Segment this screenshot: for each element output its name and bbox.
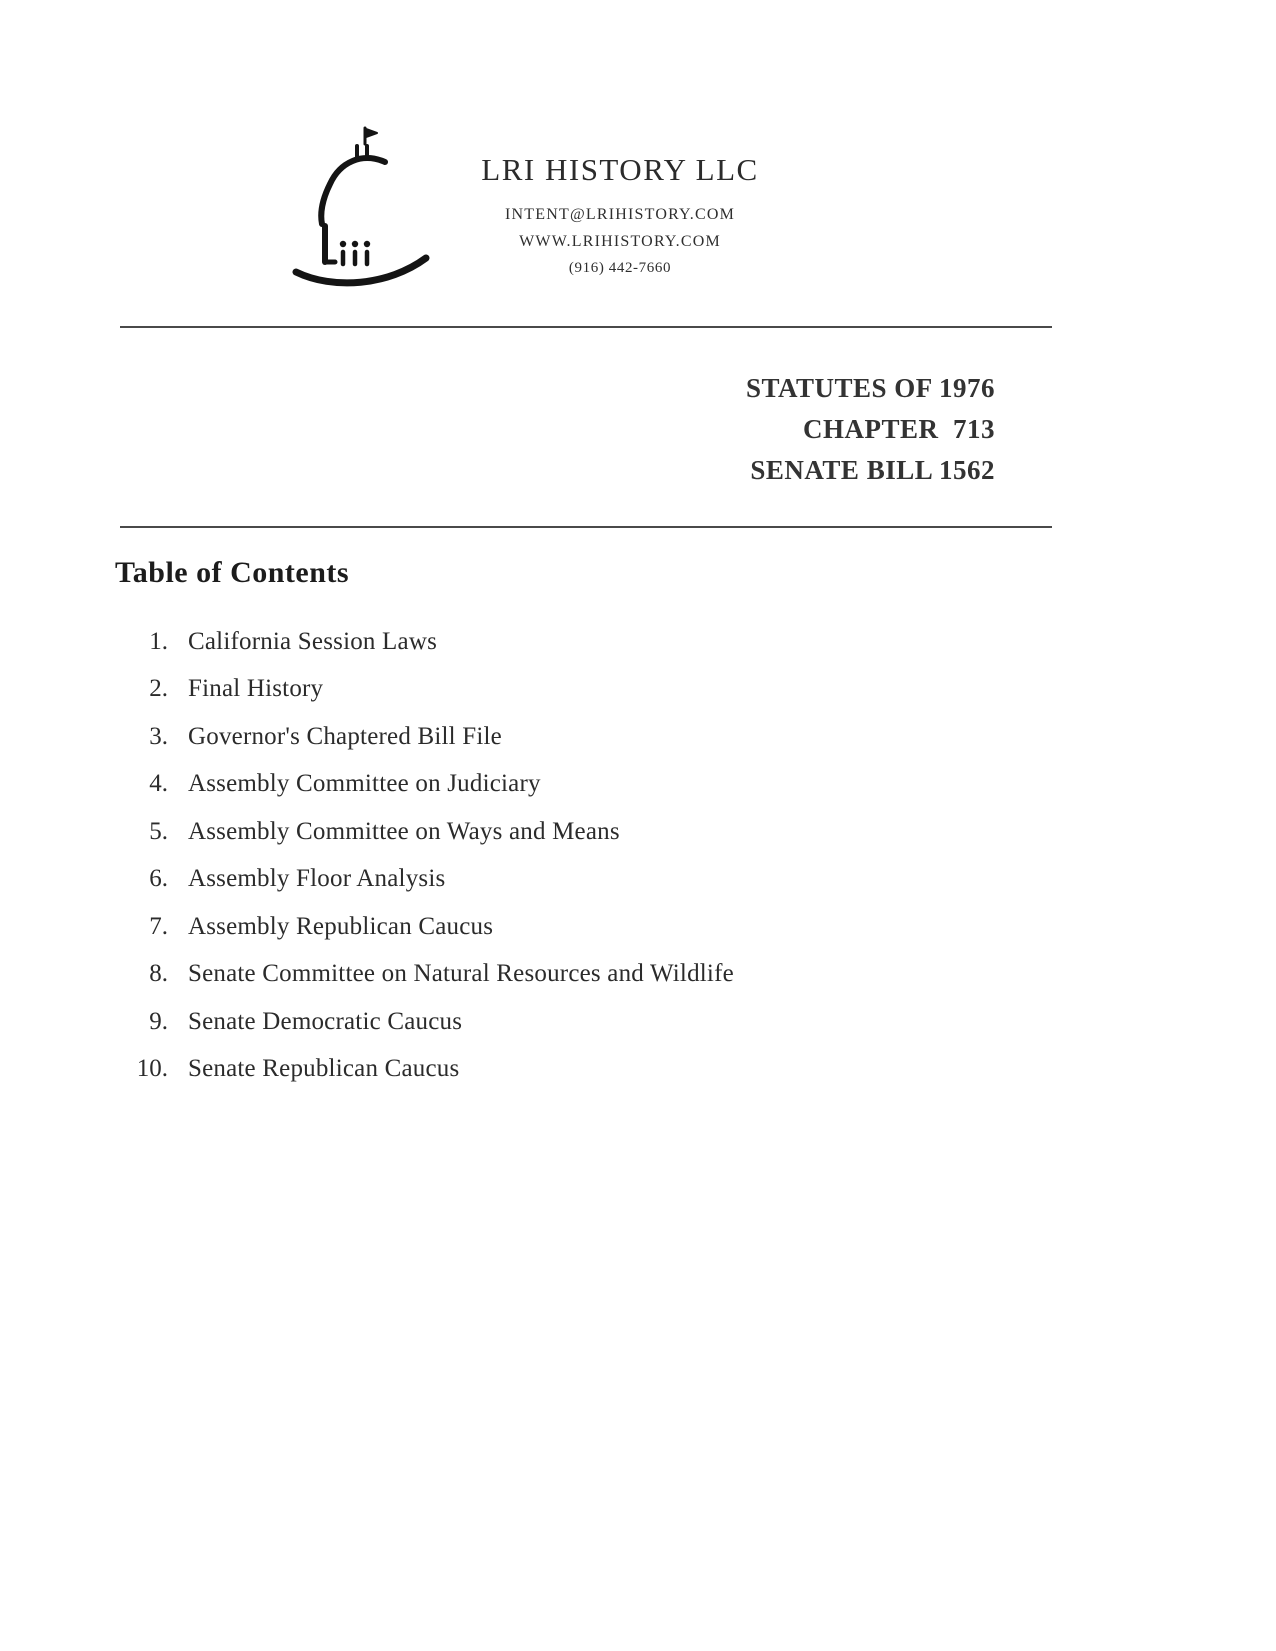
toc-item-number: 5. xyxy=(149,817,168,845)
toc-heading: Table of Contents xyxy=(115,556,350,589)
toc-item-number: 3. xyxy=(149,722,168,750)
toc-item-label: Assembly Republican Caucus xyxy=(188,912,494,940)
company-name: LRI HISTORY LLC xyxy=(481,152,759,187)
toc-item-number: 9. xyxy=(149,1007,168,1035)
toc-item-label: Assembly Floor Analysis xyxy=(188,865,446,893)
toc-item xyxy=(118,808,1018,856)
company-website: WWW.LRIHISTORY.COM xyxy=(519,233,721,250)
divider-bottom xyxy=(120,526,1052,528)
toc-item-label: Governor's Chaptered Bill File xyxy=(188,722,502,750)
toc-item xyxy=(118,856,1018,904)
toc-item xyxy=(118,618,1018,666)
toc-item-number: 7. xyxy=(149,912,168,940)
toc-item-number: 6. xyxy=(149,865,168,893)
toc-item-label: California Session Laws xyxy=(188,627,438,655)
divider-top xyxy=(120,326,1052,328)
toc-item xyxy=(118,1046,1018,1094)
company-email: INTENT@LRIHISTORY.COM xyxy=(504,206,736,223)
toc-item-number: 4. xyxy=(149,770,168,798)
toc-list xyxy=(118,618,1018,1093)
toc-item-number: 8. xyxy=(149,960,168,988)
toc-item-number: 2. xyxy=(149,675,168,703)
letterhead xyxy=(455,152,785,277)
toc-item-label: Senate Committee on Natural Resources and Wildlife xyxy=(188,960,734,988)
toc-item xyxy=(118,761,1018,809)
toc-item xyxy=(118,903,1018,951)
title-chapter: CHAPTER 713 xyxy=(802,414,995,444)
title-block xyxy=(746,368,995,491)
toc-item-number: 1. xyxy=(149,627,168,655)
toc-item-label: Assembly Committee on Ways and Means xyxy=(188,817,620,845)
toc-item xyxy=(118,998,1018,1046)
toc-item-label: Senate Republican Caucus xyxy=(188,1055,460,1083)
toc-item xyxy=(118,951,1018,999)
capitol-logo xyxy=(288,122,438,292)
company-phone: (916) 442-7660 xyxy=(568,260,672,276)
title-statutes: STATUTES OF 1976 xyxy=(745,373,995,403)
toc-item xyxy=(118,713,1018,761)
title-senate-bill: SENATE BILL 1562 xyxy=(750,455,995,485)
capitol-dome-icon xyxy=(288,122,438,292)
toc-item xyxy=(118,666,1018,714)
toc-item-label: Final History xyxy=(188,675,324,703)
toc-item-label: Assembly Committee on Judiciary xyxy=(188,770,541,798)
toc-item-number: 10. xyxy=(136,1055,168,1083)
toc-item-label: Senate Democratic Caucus xyxy=(188,1007,463,1035)
